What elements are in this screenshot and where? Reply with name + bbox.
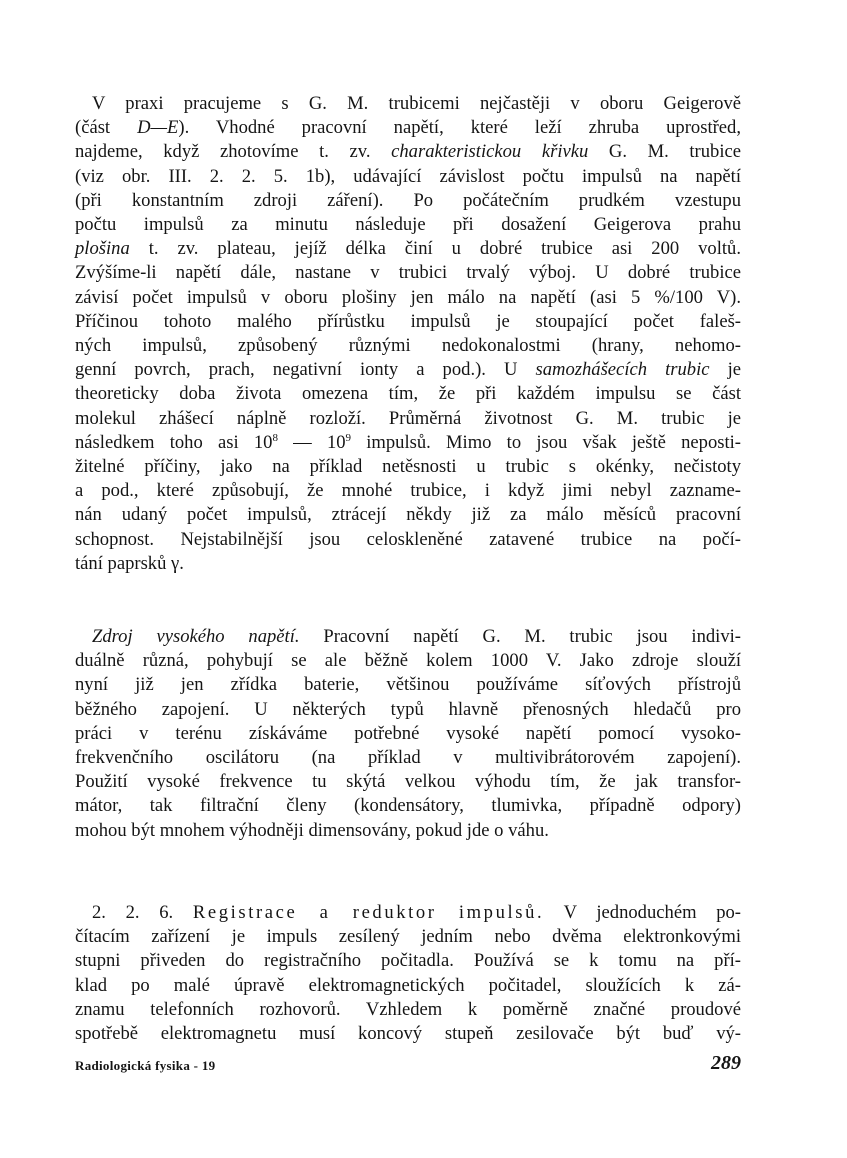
text-segment: Pracovní napětí G. M. trubic jsou indivi-	[299, 626, 741, 647]
text-segment: 2. 2. 6.	[92, 902, 193, 923]
text-line	[75, 334, 741, 358]
text-line	[75, 407, 741, 431]
text-segment: žitelné příčiny, jako na příklad netěsnosti u trubic s okénky, nečistoty	[75, 456, 741, 477]
text-line	[92, 625, 741, 649]
text-line	[75, 165, 741, 189]
text-segment: nyní již jen zřídka baterie, většinou používáme síťových přístrojů	[75, 674, 741, 696]
text-line	[75, 479, 741, 503]
text-segment: (při konstantním zdroji záření). Po počátečním prudkém vzestupu	[75, 189, 741, 211]
text-line	[75, 794, 741, 818]
text-segment: V praxi pracujeme s G. M. trubicemi nejčastěji v oboru Geigerově	[92, 93, 741, 114]
text-segment: 9	[345, 431, 352, 444]
text-line	[92, 901, 741, 925]
text-segment: klad po malé úpravě elektromagnetických počitadel, sloužících k zá-	[75, 974, 741, 996]
text-line	[75, 116, 741, 140]
text-line	[75, 286, 741, 310]
text-segment: nán udaný počet impulsů, ztrácejí někdy již za málo měsíců pracovní	[75, 504, 741, 526]
italic-text: D—E	[137, 117, 179, 139]
text-line	[75, 1022, 741, 1046]
text-line	[75, 261, 741, 285]
text-line	[75, 503, 741, 527]
text-segment: stupni přiveden do registračního počitadla. Používá se k tomu na pří-	[75, 950, 741, 972]
text-segment: tání paprsků γ.	[75, 552, 184, 574]
text-segment: čítacím zařízení je impuls zesílený jedním nebo dvěma elektronkovými	[75, 926, 741, 948]
text-segment: — 10	[277, 431, 346, 453]
text-segment: Zvýšíme-li napětí dále, nastane v trubici trvalý výboj. U dobré trubice	[75, 262, 741, 284]
text-line	[75, 455, 741, 479]
text-segment: znamu telefonních rozhovorů. Vzhledem k poměrně značné proudové	[75, 998, 741, 1020]
text-segment: mohou být mnohem výhodněji dimensovány, pokud jde o váhu.	[75, 819, 549, 841]
text-segment: je	[709, 359, 741, 381]
text-line	[75, 528, 741, 552]
page-number: 289	[711, 1052, 741, 1074]
text-line	[75, 213, 741, 237]
text-line	[75, 770, 741, 794]
text-line	[75, 237, 741, 261]
text-line	[75, 431, 741, 455]
italic-text: Zdroj vysokého napětí.	[92, 626, 300, 647]
text-segment: mátor, tak filtrační členy (kondensátory, tlumivka, případně odpory)	[75, 795, 741, 817]
text-segment: běžného zapojení. U některých typů hlavně přenosných hledačů pro	[75, 698, 741, 720]
text-segment: ). Vhodné pracovní napětí, které leží zhruba uprostřed,	[178, 117, 741, 139]
text-segment: theoreticky doba života omezena tím, že při každém impulsu se část	[75, 383, 741, 405]
text-segment: duálně různá, pohybují se ale běžně kolem 1000 V. Jako zdroje slouží	[75, 650, 741, 672]
text-segment: 8	[272, 431, 278, 444]
text-segment: (viz obr. III. 2. 2. 5. 1b), udávající závislost počtu impulsů na napětí	[75, 165, 741, 187]
text-line	[75, 140, 741, 164]
italic-text: samozhášecích trubic	[535, 359, 710, 381]
text-segment: počtu impulsů za minutu následuje při dosažení Geigerova prahu	[75, 214, 741, 235]
text-segment: spotřebě elektromagnetu musí koncový stupeň zesilovače být buď vý-	[75, 1023, 741, 1044]
text-segment: a pod., které způsobují, že mnohé trubice, i když jimi nebyl zazname-	[75, 480, 741, 502]
text-line	[75, 925, 741, 949]
text-line	[75, 189, 741, 213]
text-segment: molekul zhášecí náplně rozloží. Průměrná životnost G. M. trubic je	[75, 407, 741, 429]
text-line	[75, 649, 741, 673]
text-line	[75, 698, 741, 722]
text-line	[75, 998, 741, 1022]
text-segment: G. M. trubice	[588, 141, 741, 163]
footer-signature: Radiologická fysika - 19	[75, 1058, 216, 1073]
text-segment: následkem toho asi 10	[75, 431, 273, 453]
text-line	[75, 673, 741, 697]
text-line	[75, 746, 741, 770]
text-segment: závisí počet impulsů v oboru plošiny jen málo na napětí (asi 5 %/100 V).	[75, 286, 741, 308]
text-line	[75, 819, 741, 843]
text-segment: impulsů. Mimo to jsou však ještě neposti-	[351, 431, 741, 453]
text-line	[75, 722, 741, 746]
text-segment: Použití vysoké frekvence tu skýtá velkou výhodu tím, že jak transfor-	[75, 771, 741, 793]
text-line	[92, 92, 741, 116]
italic-text: charakteristickou křivku	[391, 141, 589, 163]
italic-text: plošina	[75, 238, 130, 260]
text-line	[75, 552, 741, 576]
text-line	[75, 974, 741, 998]
text-segment: t. zv. plateau, jejíž délka činí u dobré trubice asi 200 voltů.	[129, 238, 741, 260]
text-segment: schopnost. Nejstabilnější jsou celoskleněné zatavené trubice na počí-	[75, 528, 741, 550]
text-segment: ných impulsů, způsobený různými nedokonalostmi (hrany, nehomo-	[75, 335, 741, 356]
text-segment: Příčinou tohoto malého přírůstku impulsů je stoupající počet faleš-	[75, 310, 741, 332]
text-segment: (část	[75, 117, 138, 139]
text-segment: frekvenčního oscilátoru (na příklad v multivibrátorovém zapojení).	[75, 747, 741, 768]
text-line	[75, 358, 741, 382]
text-segment: V jednoduchém po-	[544, 902, 741, 923]
text-segment: genní povrch, prach, negativní ionty a pod.). U	[75, 359, 536, 381]
text-line	[75, 310, 741, 334]
text-segment: práci v terénu získáváme potřebné vysoké napětí pomocí vysoko-	[75, 722, 741, 744]
text-line	[75, 382, 741, 406]
text-segment: najdeme, když zhotovíme t. zv.	[75, 141, 392, 163]
text-line	[75, 949, 741, 973]
section-heading: Registrace a reduktor impulsů.	[192, 902, 545, 923]
